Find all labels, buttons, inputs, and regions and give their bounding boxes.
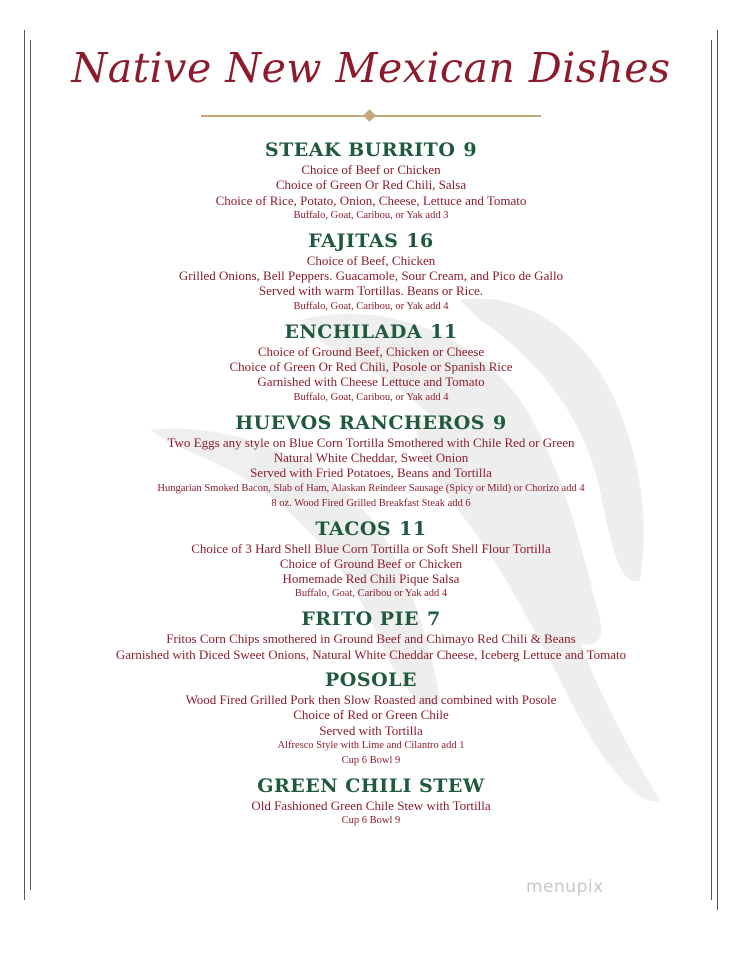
dish-description-line: Choice of Ground Beef, Chicken or Cheese	[257, 343, 485, 359]
dish-heading	[0, 138, 742, 162]
dish-description-line: Wood Fired Grilled Pork then Slow Roasted and combined with Posole	[185, 692, 557, 708]
dish-addon-line: Alfresco Style with Lime and Cilantro add 1	[277, 739, 465, 751]
dish-description-line: Choice of Beef, Chicken	[306, 252, 436, 268]
dish-heading	[0, 320, 742, 344]
dish-addon-line: Buffalo, Goat, Caribou, or Yak add 3	[293, 209, 449, 221]
dish-addon-line: Hungarian Smoked Bacon, Slab of Ham, Alaskan Reindeer Sausage (Spicy or Mild) or Chorizo add 4	[157, 482, 585, 494]
dish-heading	[0, 517, 742, 541]
dish-price-line: Cup 6 Bowl 9	[341, 815, 401, 827]
dish-steak-burrito	[0, 138, 742, 223]
dish-name: HUEVOS RANCHEROS	[235, 411, 486, 434]
dish-price: 11	[430, 320, 458, 343]
dish-description-line: Choice of Beef or Chicken	[301, 162, 441, 177]
dish-name: TACOS	[315, 517, 392, 540]
dish-heading	[0, 774, 742, 798]
dish-description-line: Natural White Cheddar, Sweet Onion	[273, 449, 469, 465]
dish-addon-line: Buffalo, Goat, Caribou, or Yak add 4	[293, 300, 449, 312]
dish-name: ENCHILADA	[284, 320, 423, 343]
dish-frito-pie	[0, 607, 742, 662]
dish-description-line: Garnished with Cheese Lettuce and Tomato	[257, 374, 485, 390]
dish-price: 9	[463, 139, 478, 161]
dish-description-line: Homemade Red Chili Pique Salsa	[282, 571, 460, 587]
dish-price-line: Cup 6 Bowl 9	[341, 754, 401, 766]
dish-addon-line: Buffalo, Goat, Caribou or Yak add 4	[294, 588, 448, 600]
dish-posole	[0, 668, 742, 768]
dish-name: FAJITAS	[308, 229, 399, 252]
dish-description-line: Served with Tortilla	[319, 722, 423, 738]
dish-addon-line: 8 oz. Wood Fired Grilled Breakfast Steak add 6	[271, 497, 471, 509]
dish-description-line: Choice of Rice, Potato, Onion, Cheese, Lettuce and Tomato	[215, 192, 527, 208]
dish-price: 7	[426, 608, 441, 631]
dish-description-line: Choice of 3 Hard Shell Blue Corn Tortilla or Soft Shell Flour Tortilla	[191, 540, 551, 556]
dish-name: STEAK BURRITO	[264, 139, 456, 161]
dish-description-line: Grilled Onions, Bell Peppers. Guacamole, Sour Cream, and Pico de Gallo	[178, 268, 564, 284]
dish-description-line: Fritos Corn Chips smothered in Ground Beef and Chimayo Red Chili & Beans	[166, 631, 576, 647]
dish-description-line: Served with Fried Potatoes, Beans and Tortilla	[250, 465, 492, 481]
dish-name: FRITO PIE	[301, 608, 419, 631]
dish-tacos	[0, 517, 742, 602]
dish-fajitas	[0, 229, 742, 314]
dish-heading	[0, 607, 742, 631]
dish-name: POSOLE	[325, 669, 417, 692]
dish-enchilada	[0, 320, 742, 405]
dish-description-line: Choice of Ground Beef or Chicken	[279, 555, 463, 571]
menu-title: Native New Mexican Dishes	[71, 44, 671, 92]
dish-heading	[0, 229, 742, 253]
dish-description-line: Served with warm Tortillas. Beans or Rice.	[258, 283, 484, 299]
dish-heading	[0, 668, 742, 692]
dish-price: 11	[399, 517, 427, 540]
dish-description-line: Choice of Green Or Red Chili, Salsa	[275, 177, 467, 193]
dish-heading	[0, 411, 742, 435]
dish-addon-line: Buffalo, Goat, Caribou, or Yak add 4	[293, 391, 449, 403]
dish-description-line: Choice of Red or Green Chile	[293, 707, 449, 723]
dish-list	[0, 138, 742, 828]
dish-price: 9	[493, 411, 507, 434]
dish-description-line: Choice of Green Or Red Chili, Posole or Spanish Rice	[229, 359, 513, 375]
dish-description-line: Garnished with Diced Sweet Onions, Natural White Cheddar Cheese, Iceberg Lettuce and Tomato	[115, 646, 627, 662]
dish-description-line: Two Eggs any style on Blue Corn Tortilla Smothered with Chile Red or Green	[167, 434, 575, 450]
dish-huevos-rancheros	[0, 411, 742, 511]
dish-green-chili-stew	[0, 774, 742, 828]
menupix-watermark: menupix	[526, 877, 604, 897]
dish-name: GREEN CHILI STEW	[257, 774, 485, 797]
dish-price: 16	[406, 229, 434, 252]
dish-description-line: Old Fashioned Green Chile Stew with Tortilla	[251, 797, 491, 813]
